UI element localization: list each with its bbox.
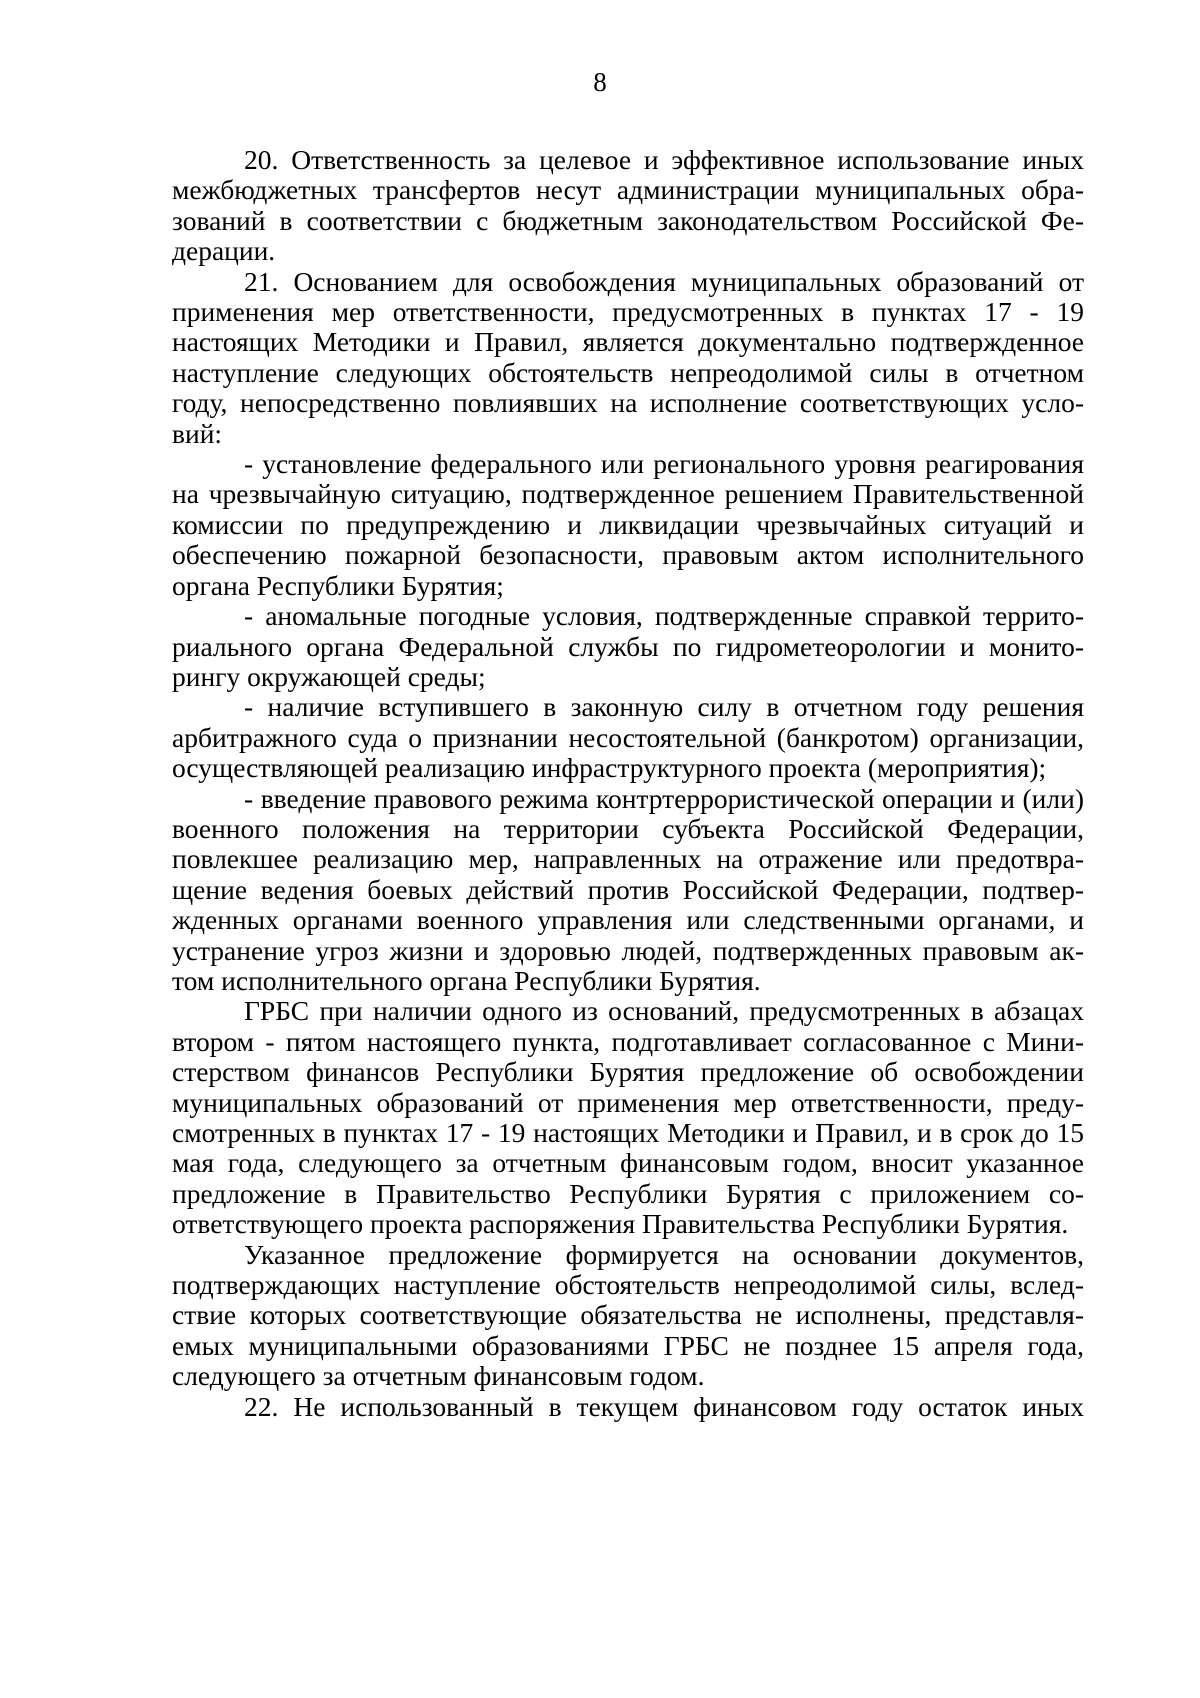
paragraph-21: 21. Основанием для освобождения муниципальных образований от применения мер ответственности, предусмотренных в пунктах 17 - 19 настоящих Методики и Правил, является документально подтвержденное наступление следующих обстоятельств непреодолимой силы в отчетном году, непосредственно повлиявших на исполнение соответствующих условий:	[172, 265, 1084, 449]
document-body	[172, 145, 1084, 1422]
list-item-bankruptcy: - наличие вступившего в законную силу в отчетном году решения арбитражного суда о признании несостоятельной (банкротом) организации, осуществляющей реализацию инфраструктурного проекта (мероприятия);	[172, 691, 1084, 784]
paragraph-20: 20. Ответственность за целевое и эффективное использование иных межбюджетных трансфертов несут администрации муниципальных образований в соответствии с бюджетным законодательством Российской Федерации.	[172, 144, 1084, 267]
paragraph-22: 22. Не использованный в текущем финансовом году остаток иных	[244, 1390, 1084, 1422]
page-number: 8	[593, 67, 607, 97]
paragraph-proposal: Указанное предложение формируется на основании документов, подтверждающих наступление обстоятельств непреодолимой силы, вследствие которых соответствующие обязательства не исполнены, представляемых муниципальными образованиями ГРБС не позднее 15 апреля года, следующего за отчетным финансовым годом.	[172, 1238, 1084, 1392]
list-item-emergency: - установление федерального или регионального уровня реагирования на чрезвычайную ситуацию, подтвержденное решением Правительственной комиссии по предупреждению и ликвидации чрезвычайных ситуаций и обеспечению пожарной безопасности, правовым актом исполнительного органа Республики Бурятия;	[172, 448, 1084, 601]
paragraph-grbs: ГРБС при наличии одного из оснований, предусмотренных в абзацах втором - пятом настоящего пункта, подготавливает согласованное с Министерством финансов Республики Бурятия предложение об освобождении муниципальных образований от применения мер ответственности, предусмотренных в пунктах 17 - 19 настоящих Методики и Правил, и в срок до 15 мая года, следующего за отчетным финансовым годом, вносит указанное предложение в Правительство Республики Бурятия с приложением соответствующего проекта распоряжения Правительства Республики Бурятия.	[172, 995, 1084, 1240]
list-item-weather: - аномальные погодные условия, подтвержденные справкой территориального органа Федеральной службы по гидрометеорологии и мониторингу окружающей среды;	[172, 600, 1084, 692]
list-item-martial-law: - введение правового режима контртеррористической операции и (или) военного положения на территории субъекта Российской Федерации, повлекшее реализацию мер, направленных на отражение или предотвращение ведения боевых действий против Российской Федерации, подтвержденных органами военного управления или следственными органами, и устранение угроз жизни и здоровью людей, подтвержденных правовым актом исполнительного органа Республики Бурятия.	[172, 782, 1084, 996]
